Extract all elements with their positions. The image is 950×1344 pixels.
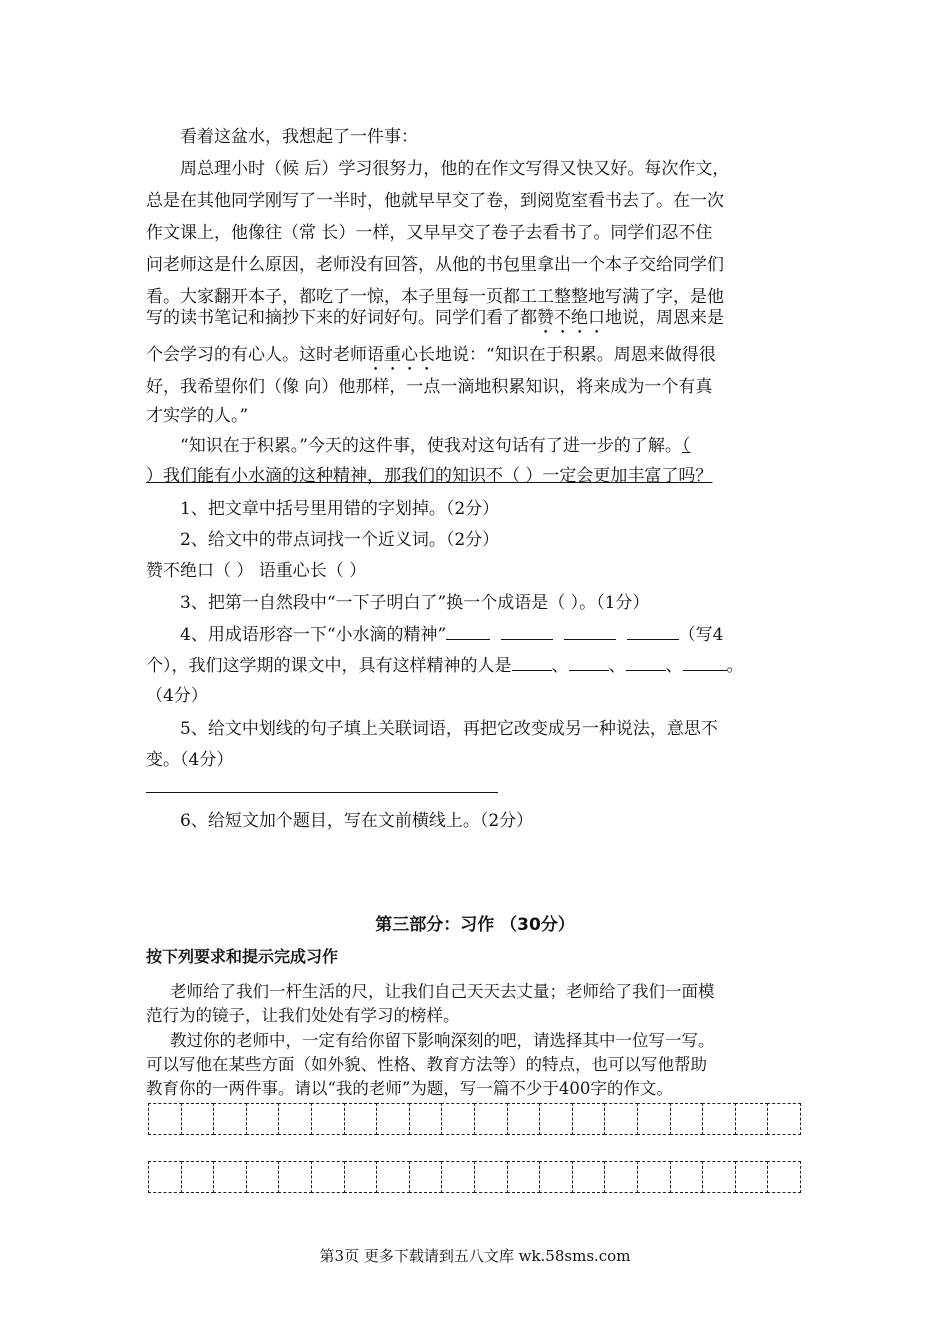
question-text: 。 [726, 656, 744, 676]
passage-line [146, 431, 840, 456]
question-2-answers: 赞不绝口（ ） 语重心长（ ） [146, 561, 367, 581]
answer-blank[interactable] [627, 625, 679, 640]
writing-grid-cell[interactable] [507, 1103, 541, 1135]
passage-line [146, 340, 806, 375]
section-subtitle: 按下列要求和提示完成习作 [146, 947, 339, 966]
underlined-sentence: （ [681, 436, 691, 456]
question-5-line2: 变。（4分） [146, 750, 234, 770]
writing-grid-cell[interactable] [311, 1161, 345, 1193]
writing-grid-cell[interactable] [148, 1161, 182, 1193]
answer-blank[interactable] [569, 656, 609, 671]
passage-line: 问老师这是什么原因，老师没有回答，从他的书包里拿出一个本子交给同学们 [146, 255, 724, 275]
question-4-line2: 个），我们这学期的课文中，具有这样精神的人是 、 、 、 。 [146, 656, 744, 676]
question-1: 1、把文章中括号里用错的字划掉。（2分） [180, 499, 500, 519]
section-title: 第三部分：习作 （30分） [375, 915, 575, 935]
writing-grid-cell[interactable] [604, 1103, 638, 1135]
writing-grid-cell[interactable] [311, 1103, 345, 1135]
answer-blank[interactable] [564, 625, 616, 640]
passage-text: 地说：“知识在于积累。周恩来做得很 [435, 345, 716, 365]
writing-grid-cell[interactable] [735, 1161, 769, 1193]
writing-grid-cell[interactable] [474, 1103, 508, 1135]
passage-line: 周总理小时（候 后）学习很努力，他的在作文写得又快又好。每次作文， [180, 159, 730, 179]
writing-grid-cell[interactable] [344, 1161, 378, 1193]
writing-grid-cell[interactable] [246, 1103, 280, 1135]
writing-grid-cell[interactable] [474, 1161, 508, 1193]
writing-grid-cell[interactable] [278, 1161, 312, 1193]
passage-text: 地说，周恩来是 [605, 308, 724, 328]
underlined-sentence: ）我们能有小水滴的这种精神，那我们的知识不（ ）一定会更加丰富了吗？ [146, 466, 713, 486]
writing-grid-row-1[interactable] [148, 1103, 800, 1137]
prompt-line: 可以写他在某些方面（如外貌、性格、教育方法等）的特点，也可以写他帮助 [146, 1055, 707, 1074]
passage-line: 才实学的人。” [146, 406, 249, 426]
writing-grid-cell[interactable] [604, 1161, 638, 1193]
writing-grid-cell[interactable] [148, 1103, 182, 1135]
writing-grid-cell[interactable] [181, 1161, 215, 1193]
passage-text: 个会学习的有心人。这时老师 [146, 345, 367, 365]
passage-line [146, 303, 806, 338]
writing-grid-cell[interactable] [409, 1103, 443, 1135]
writing-grid-cell[interactable] [670, 1103, 704, 1135]
question-3: 3、把第一自然段中“一下子明白了”换一个成语是（ ）。（1分） [180, 593, 650, 613]
writing-grid-cell[interactable] [213, 1161, 247, 1193]
writing-grid-cell[interactable] [507, 1161, 541, 1193]
writing-grid-cell[interactable] [376, 1103, 410, 1135]
writing-grid-cell[interactable] [213, 1103, 247, 1135]
writing-grid-cell[interactable] [767, 1161, 801, 1193]
writing-grid-row-2[interactable] [148, 1161, 800, 1195]
page-footer: 第3页 更多下载请到五八文库 wk.58sms.com [319, 1247, 631, 1265]
writing-grid-cell[interactable] [572, 1161, 606, 1193]
passage-text: “知识在于积累。”今天的这件事，使我对这句话有了进一步的了解。 [180, 436, 682, 456]
prompt-line: 教过你的老师中，一定有给你留下影响深刻的吧，请选择其中一位写一写。 [170, 1031, 715, 1050]
answer-blank[interactable] [626, 656, 666, 671]
passage-line: 看。大家翻开本子，都吃了一惊，本子里每一页都工工整整地写满了字，是他 [146, 287, 724, 307]
writing-grid-cell[interactable] [735, 1103, 769, 1135]
answer-blank[interactable] [501, 625, 553, 640]
writing-grid-cell[interactable] [246, 1161, 280, 1193]
prompt-line: 范行为的镜子，让我们处处有学习的榜样。 [146, 1006, 460, 1025]
passage-line: 总是在其他同学刚写了一半时，他就早早交了卷，到阅览室看书去了。在一次 [146, 191, 724, 211]
question-text: （写4 [678, 625, 724, 645]
answer-blank[interactable] [446, 625, 490, 640]
question-5: 5、给文中划线的句子填上关联词语，再把它改变成另一种说法，意思不 [180, 719, 718, 739]
writing-grid-cell[interactable] [376, 1161, 410, 1193]
passage-line: 作文课上，他像往（常 长）一样，又早早交了卷子去看书了。同学们忍不住 [146, 223, 713, 243]
prompt-line: 教育你的一两件事。请以“我的老师”为题，写一篇不少于400字的作文。 [146, 1079, 673, 1098]
answer-line[interactable] [146, 792, 498, 793]
writing-grid-cell[interactable] [409, 1161, 443, 1193]
writing-grid-cell[interactable] [441, 1161, 475, 1193]
writing-grid-cell[interactable] [278, 1103, 312, 1135]
writing-grid-cell[interactable] [344, 1103, 378, 1135]
dotted-word: 语重心长 [367, 345, 435, 365]
question-6: 6、给短文加个题目，写在文前横线上。（2分） [180, 811, 534, 831]
answer-blank[interactable] [512, 656, 552, 671]
writing-grid-cell[interactable] [572, 1103, 606, 1135]
writing-grid-cell[interactable] [637, 1103, 671, 1135]
writing-grid-cell[interactable] [670, 1161, 704, 1193]
dotted-word: 赞不绝口 [537, 308, 605, 328]
question-4 [146, 620, 840, 645]
prompt-line: 老师给了我们一杆生活的尺，让我们自己天天去丈量；老师给了我们一面模 [170, 982, 715, 1001]
passage-line: 好，我希望你们（像 向）他那样，一点一滴地积累知识，将来成为一个有真 [146, 377, 713, 397]
writing-grid-cell[interactable] [539, 1161, 573, 1193]
passage-line: 看着这盆水，我想起了一件事： [180, 127, 418, 147]
writing-grid-cell[interactable] [441, 1103, 475, 1135]
writing-grid-cell[interactable] [637, 1161, 671, 1193]
question-text: 4、用成语形容一下“小水滴的精神” [180, 625, 447, 645]
question-4-score: （4分） [146, 686, 208, 706]
passage-text: 写的读书笔记和摘抄下来的好词好句。同学们看了都 [146, 308, 537, 328]
writing-grid-cell[interactable] [181, 1103, 215, 1135]
question-2: 2、给文中的带点词找一个近义词。（2分） [180, 530, 500, 550]
writing-grid-cell[interactable] [702, 1103, 736, 1135]
writing-grid-cell[interactable] [767, 1103, 801, 1135]
answer-blank[interactable] [683, 656, 727, 671]
question-text: 个），我们这学期的课文中，具有这样精神的人是 [146, 656, 512, 676]
writing-grid-cell[interactable] [702, 1161, 736, 1193]
writing-grid-cell[interactable] [539, 1103, 573, 1135]
